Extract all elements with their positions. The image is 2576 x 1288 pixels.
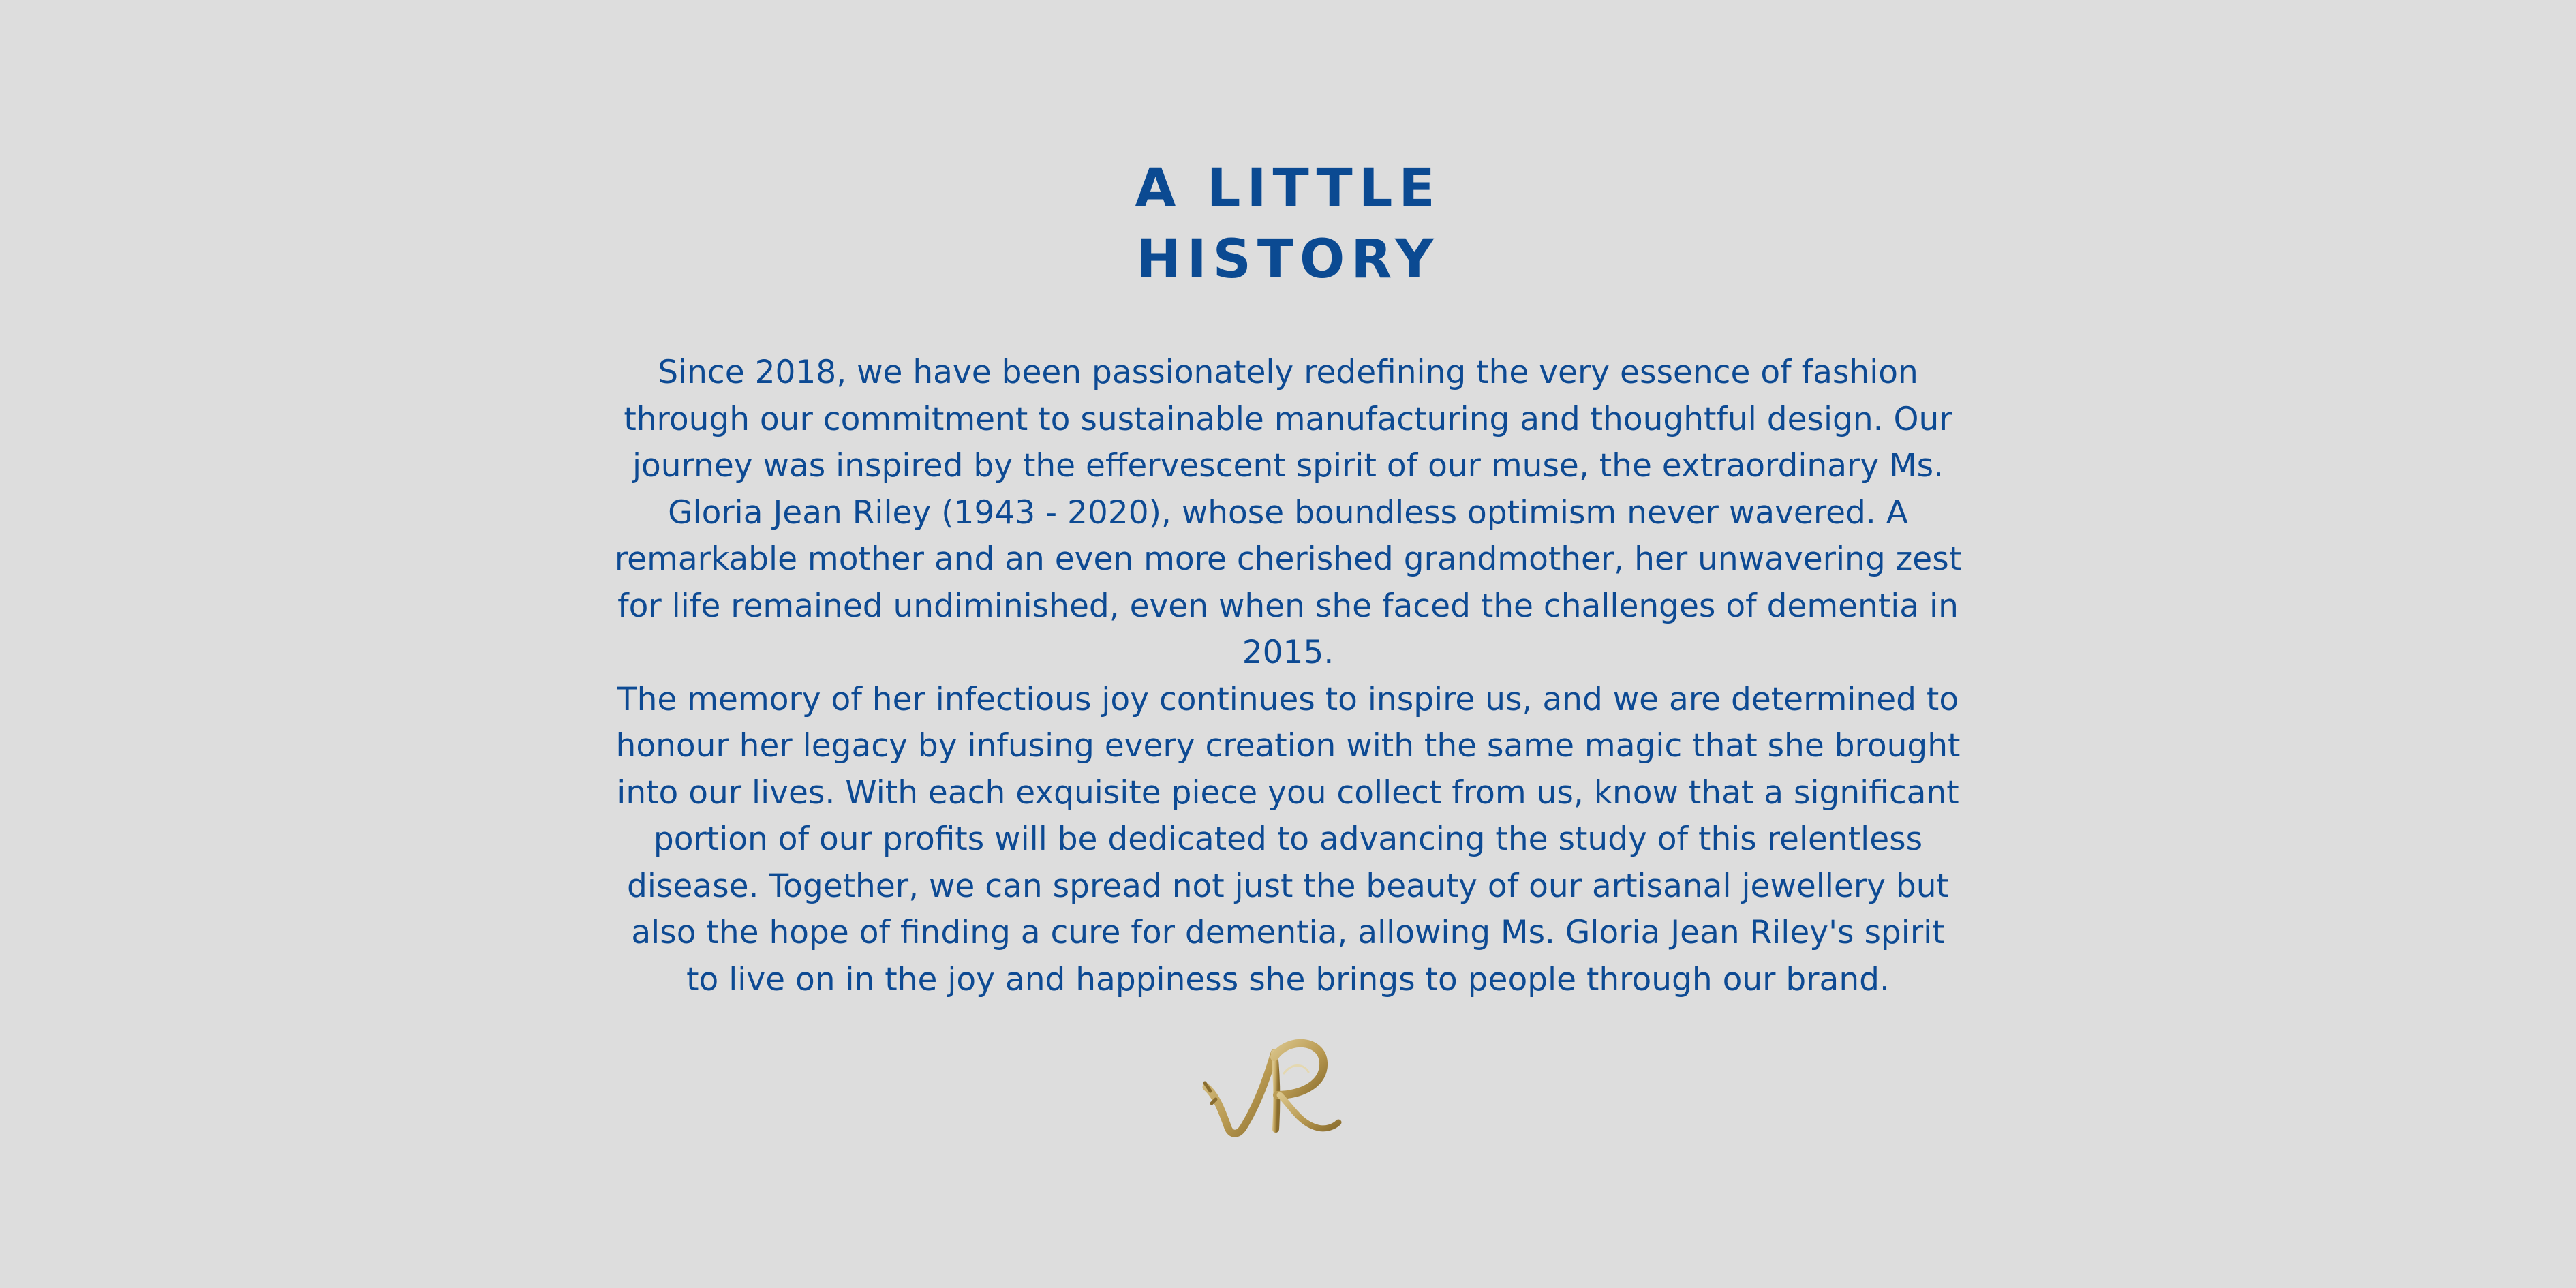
page-title-line-1: A LITTLE	[1135, 158, 1441, 219]
page-title-line-2: HISTORY	[1136, 229, 1440, 290]
history-text	[613, 350, 1963, 1003]
history-paragraph-2: The memory of her infectious joy continues to inspire us, and we are determined to honour her legacy by infusing every creation with the same magic that she brought into our lives. With each exquisite piece you collect from us, know that a significant portion of our profits will be dedicated to advancing the study of this relentless disease. Together, we can spread not just the beauty of our artisanal jewellery but also the hope of finding a cure for dementia, allowing Ms. Gloria Jean Riley's spirit to live on in the joy and happiness she brings to people through our brand.	[615, 680, 1961, 998]
gold-monogram-logo-icon	[1201, 1032, 1344, 1141]
history-paragraph-1: Since 2018, we have been passionately redefining the very essence of fashion through our commitment to sustainable manufacturing and thoughtful design. Our journey was inspired by the effervescent spirit of our muse, the extraordinary Ms. Gloria Jean Riley (1943 - 2020), whose boundless optimism never wavered. A remarkable mother and an even more cherished grandmother, her unwavering zest for life remained undiminished, even when she faced the challenges of dementia in 2015.	[614, 354, 1962, 671]
page-title	[0, 153, 2576, 295]
